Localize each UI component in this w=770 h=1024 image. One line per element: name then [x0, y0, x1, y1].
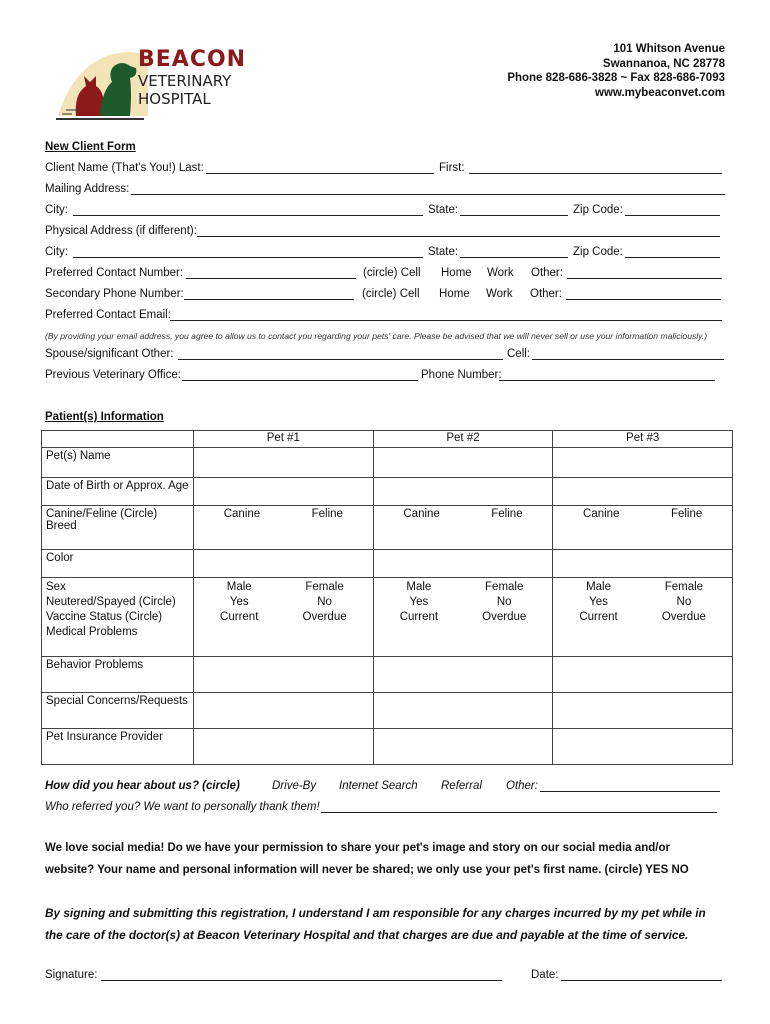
- preferred-circle-cell[interactable]: (circle) Cell: [363, 267, 421, 279]
- previous-vet-label: Previous Veterinary Office:: [45, 369, 181, 381]
- social-media-consent-line2: website? Your name and personal information will never be shared; we only use your pet's first name. (circle) YES NO: [45, 864, 689, 876]
- pet2-yes-option[interactable]: Yes: [409, 596, 429, 608]
- pet-special-label: Special Concerns/Requests: [42, 693, 194, 729]
- referral-internet-option[interactable]: Internet Search: [339, 780, 418, 792]
- pet2-canine-option[interactable]: Canine: [403, 508, 440, 520]
- previous-vet-phone-label: Phone Number:: [421, 369, 502, 381]
- pet1-special-cell[interactable]: [194, 693, 374, 729]
- pet1-canine-option[interactable]: Canine: [223, 508, 261, 520]
- pet3-special-cell[interactable]: [553, 693, 733, 729]
- logo-line1: BEACON: [138, 47, 247, 72]
- pet3-male-option[interactable]: Male: [586, 581, 611, 593]
- address-website: www.mybeaconvet.com: [595, 86, 725, 99]
- pet1-male-option[interactable]: Male: [226, 581, 252, 593]
- patients-table: [41, 430, 733, 765]
- table-row: [42, 729, 733, 765]
- zip2-field[interactable]: [625, 257, 720, 258]
- secondary-circle-cell[interactable]: (circle) Cell: [362, 288, 420, 300]
- pet2-feline-option[interactable]: Feline: [491, 508, 523, 520]
- email-label: Preferred Contact Email:: [45, 309, 171, 321]
- address-phone: Phone 828-686-3828 ~ Fax 828-686-7093: [507, 72, 725, 84]
- state-label: State:: [428, 204, 459, 216]
- pet2-no-option[interactable]: No: [496, 596, 512, 608]
- pet2-header: Pet #2: [373, 431, 553, 448]
- client-first-name-field[interactable]: [469, 173, 722, 174]
- pet2-name-cell[interactable]: [373, 448, 553, 478]
- state2-label: State:: [428, 246, 459, 258]
- pet-name-label: Pet(s) Name: [42, 448, 194, 478]
- hospital-address: [507, 42, 725, 100]
- table-row: [42, 550, 733, 578]
- client-last-name-label: Client Name (That's You!) Last:: [45, 162, 204, 174]
- pet2-female-option[interactable]: Female: [485, 581, 524, 593]
- physical-address-label: Physical Address (if different):: [45, 225, 197, 237]
- table-row: [42, 478, 733, 506]
- pet3-sex-cell: [553, 578, 733, 657]
- logo-line3: HOSPITAL: [138, 90, 211, 108]
- pet2-sex-cell: [373, 578, 553, 657]
- spouse-cell-label: Cell:: [507, 348, 531, 360]
- pet1-current-option[interactable]: Current: [220, 611, 259, 623]
- pet2-special-cell[interactable]: [373, 693, 553, 729]
- city-field[interactable]: [73, 215, 423, 216]
- preferred-home-option[interactable]: Home: [441, 267, 472, 279]
- pet-sex-status-label: [42, 578, 194, 657]
- new-client-form-title: New Client Form: [45, 141, 136, 153]
- table-row: [42, 578, 733, 657]
- pet-behavior-label: Behavior Problems: [42, 657, 194, 693]
- date-label: Date:: [531, 969, 559, 981]
- signature-label: Signature:: [45, 969, 98, 981]
- pet2-dob-cell[interactable]: [373, 478, 553, 506]
- pet2-current-option[interactable]: Current: [399, 611, 439, 623]
- pet3-color-cell[interactable]: [553, 550, 733, 578]
- pet1-overdue-option[interactable]: Overdue: [302, 611, 347, 623]
- pet3-species-cell: [553, 506, 733, 550]
- preferred-other-field[interactable]: [567, 278, 722, 279]
- pet1-female-option[interactable]: Female: [305, 581, 344, 593]
- neutered-label: Neutered/Spayed (Circle): [46, 596, 176, 608]
- pet3-canine-option[interactable]: Canine: [583, 508, 620, 520]
- physical-address-field[interactable]: [197, 236, 720, 237]
- city-label: City:: [45, 204, 68, 216]
- referral-question: How did you hear about us? (circle): [45, 780, 240, 792]
- pet2-behavior-cell[interactable]: [373, 657, 553, 693]
- pet-species-breed-label: [42, 506, 194, 550]
- pet1-header: Pet #1: [194, 431, 374, 448]
- logo-wordmark: [138, 49, 246, 107]
- previous-vet-field[interactable]: [182, 380, 418, 381]
- address-city: Swannanoa, NC 28778: [602, 57, 725, 70]
- secondary-home-option[interactable]: Home: [439, 288, 470, 300]
- mailing-address-field[interactable]: [131, 194, 725, 195]
- pet3-header: Pet #3: [553, 431, 733, 448]
- zip-field[interactable]: [625, 215, 720, 216]
- preferred-number-label: Preferred Contact Number:: [45, 267, 184, 279]
- referral-referral-option[interactable]: Referral: [441, 780, 482, 792]
- header-blank-cell: [42, 431, 194, 448]
- pet1-no-option[interactable]: No: [317, 596, 332, 608]
- pet1-color-cell[interactable]: [194, 550, 374, 578]
- preferred-number-field[interactable]: [186, 278, 356, 279]
- pet1-yes-option[interactable]: Yes: [229, 596, 249, 608]
- pet2-insurance-cell[interactable]: [373, 729, 553, 765]
- pet2-overdue-option[interactable]: Overdue: [482, 611, 527, 623]
- pet3-dob-cell[interactable]: [553, 478, 733, 506]
- address-street: 101 Whitson Avenue: [613, 43, 725, 55]
- medical-label: Medical Problems: [46, 626, 138, 638]
- species-label: Canine/Feline (Circle): [46, 508, 158, 520]
- city2-field[interactable]: [73, 257, 423, 258]
- secondary-number-field[interactable]: [184, 299, 354, 300]
- preferred-work-option[interactable]: Work: [487, 267, 514, 279]
- table-row: [42, 448, 733, 478]
- spouse-label: Spouse/significant Other:: [45, 348, 174, 360]
- date-field[interactable]: [561, 980, 722, 981]
- vaccine-label: Vaccine Status (Circle): [46, 611, 163, 623]
- patients-title: Patient(s) Information: [45, 411, 164, 423]
- secondary-other-label: Other:: [530, 288, 562, 300]
- pet-color-label: Color: [42, 550, 194, 578]
- referral-who-field[interactable]: [321, 812, 717, 813]
- secondary-number-label: Secondary Phone Number:: [45, 288, 184, 300]
- city2-label: City:: [45, 246, 68, 258]
- responsibility-statement-line2: the care of the doctor(s) at Beacon Veterinary Hospital and that charges are due and payable at the time of service.: [45, 928, 689, 942]
- pet-insurance-label: Pet Insurance Provider: [42, 729, 194, 765]
- pet3-no-option[interactable]: No: [676, 596, 692, 608]
- secondary-other-field[interactable]: [566, 299, 721, 300]
- pet3-feline-option[interactable]: Feline: [670, 508, 703, 520]
- email-field[interactable]: [170, 320, 722, 321]
- pet-dob-label: Date of Birth or Approx. Age: [42, 478, 194, 506]
- table-row: [42, 693, 733, 729]
- referral-drive-by-option[interactable]: Drive-By: [272, 780, 317, 792]
- pet1-feline-option[interactable]: Feline: [311, 508, 343, 520]
- mailing-address-label: Mailing Address:: [45, 183, 130, 195]
- pet3-insurance-cell[interactable]: [553, 729, 733, 765]
- pet2-male-option[interactable]: Male: [406, 581, 432, 593]
- email-disclaimer: (By providing your email address, you agree to allow us to contact you regarding your pets' care. Please be advised that we will never sell or use your information maliciously.): [45, 331, 708, 341]
- spouse-field[interactable]: [178, 359, 503, 360]
- pet3-yes-option[interactable]: Yes: [589, 596, 608, 608]
- table-row: [42, 506, 733, 550]
- pet3-female-option[interactable]: Female: [664, 581, 704, 593]
- referral-other-label: Other:: [506, 780, 538, 792]
- pet1-name-cell[interactable]: [194, 448, 374, 478]
- pet1-dob-cell[interactable]: [194, 478, 374, 506]
- pet1-species-cell: [194, 506, 374, 550]
- preferred-other-label: Other:: [531, 267, 563, 279]
- previous-vet-phone-field[interactable]: [499, 380, 715, 381]
- referral-who-label: Who referred you? We want to personally thank them!: [45, 801, 320, 813]
- pet3-name-cell[interactable]: [553, 448, 733, 478]
- pet3-behavior-cell[interactable]: [553, 657, 733, 693]
- referral-other-field[interactable]: [540, 791, 720, 792]
- zip2-label: Zip Code:: [573, 246, 623, 258]
- state2-field[interactable]: [460, 257, 568, 258]
- secondary-work-option[interactable]: Work: [486, 288, 513, 300]
- pet3-current-option[interactable]: Current: [579, 611, 618, 623]
- pet2-species-cell: [373, 506, 553, 550]
- state-field[interactable]: [460, 215, 568, 216]
- sex-label: Sex: [46, 581, 66, 593]
- logo-line2: VETERINARY: [138, 72, 232, 90]
- table-row: [42, 657, 733, 693]
- pet1-insurance-cell[interactable]: [194, 729, 374, 765]
- client-first-name-label: First:: [439, 162, 465, 174]
- table-header-row: [42, 431, 733, 448]
- pet2-color-cell[interactable]: [373, 550, 553, 578]
- pet3-overdue-option[interactable]: Overdue: [661, 611, 706, 623]
- spouse-cell-field[interactable]: [532, 359, 724, 360]
- breed-label: Breed: [46, 520, 77, 532]
- responsibility-statement-line1: By signing and submitting this registration, I understand I am responsible for any charges incurred by my pet while in: [45, 906, 706, 920]
- zip-label: Zip Code:: [573, 204, 623, 216]
- pet1-sex-cell: [194, 578, 374, 657]
- social-media-consent-line1: We love social media! Do we have your permission to share your pet's image and story on our social media and/or: [45, 842, 670, 854]
- pet1-behavior-cell[interactable]: [194, 657, 374, 693]
- signature-field[interactable]: [101, 980, 502, 981]
- client-last-name-field[interactable]: [206, 173, 434, 174]
